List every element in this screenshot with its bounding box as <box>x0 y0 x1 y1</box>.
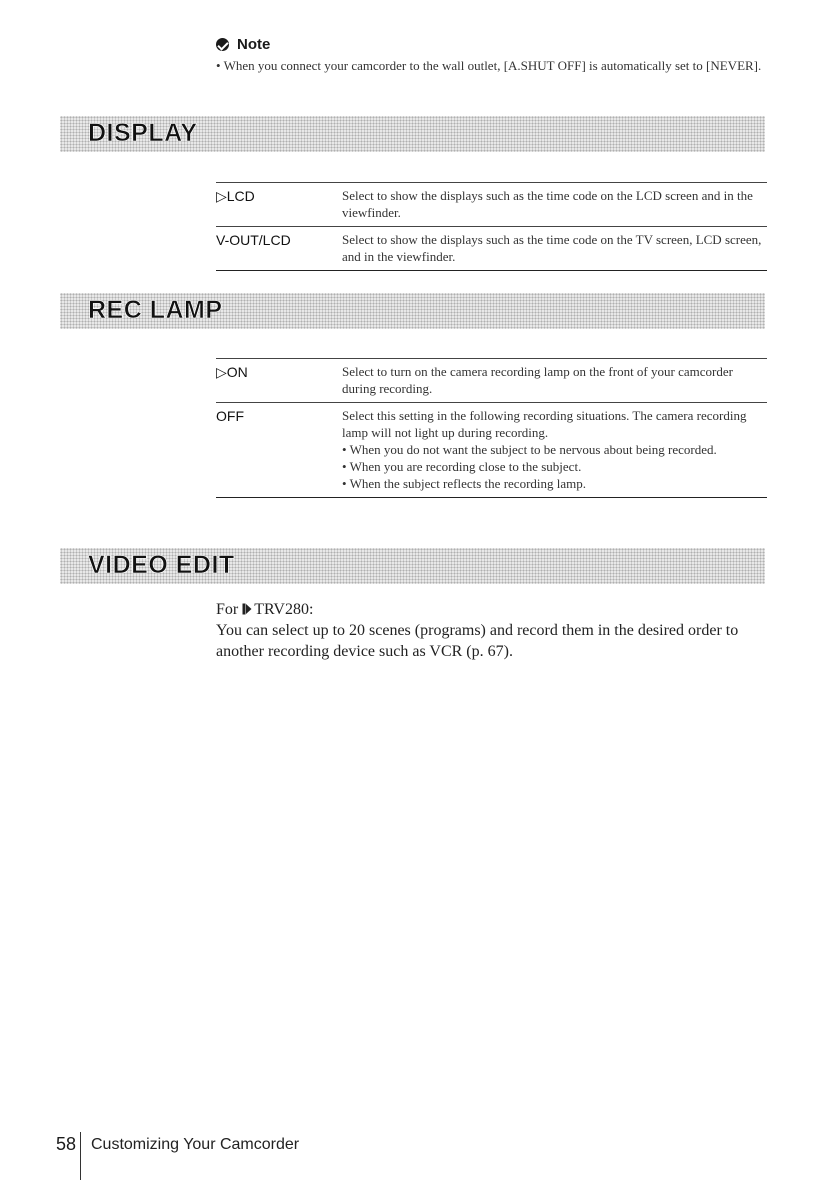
rec-lamp-section-header <box>60 293 765 329</box>
model-badge-icon <box>242 603 252 615</box>
page-number: 58 <box>56 1134 77 1154</box>
option-description: Select this setting in the following recording situations. The camera recording lamp will not light up during recording. <box>342 408 747 440</box>
note-box <box>216 36 776 74</box>
table-row <box>216 182 767 226</box>
table-row <box>216 226 767 270</box>
note-check-icon <box>216 38 229 51</box>
option-description: Select to show the displays such as the time code on the TV screen, LCD screen, and in the viewfinder. <box>342 232 762 264</box>
display-section-title: DISPLAY <box>88 119 198 147</box>
chapter-title: Customizing Your Camcorder <box>91 1136 300 1153</box>
display-options-table <box>216 182 767 271</box>
video-edit-section-title: VIDEO EDIT <box>88 551 235 579</box>
list-item: • When the subject reflects the recording lamp. <box>342 476 586 491</box>
list-item: • When you do not want the subject to be nervous about being recorded. <box>342 442 717 457</box>
display-section-header <box>60 116 765 152</box>
rec-lamp-section-title: REC LAMP <box>88 296 223 324</box>
note-text: • When you connect your camcorder to the wall outlet, [A.SHUT OFF] is automatically set to [NEVER]. <box>216 58 762 73</box>
table-row <box>216 402 767 497</box>
option-label: ▷ON <box>216 364 248 380</box>
option-description: Select to show the displays such as the time code on the LCD screen and in the viewfinder. <box>342 188 753 220</box>
table-row <box>216 358 767 402</box>
note-header <box>216 36 776 53</box>
model-name: TRV280: <box>254 601 314 618</box>
option-label: OFF <box>216 408 244 424</box>
footer-divider <box>80 1132 81 1180</box>
note-title: Note <box>237 36 271 53</box>
option-description: Select to turn on the camera recording lamp on the front of your camcorder during recording. <box>342 364 733 396</box>
for-label: For <box>216 601 243 618</box>
option-label: ▷LCD <box>216 188 255 204</box>
option-label: V-OUT/LCD <box>216 232 291 248</box>
list-item: • When you are recording close to the subject. <box>342 459 582 474</box>
video-edit-body <box>216 599 776 662</box>
option-description-block <box>342 407 767 492</box>
rec-lamp-options-table <box>216 358 767 498</box>
model-line <box>216 599 776 620</box>
video-edit-description: You can select up to 20 scenes (programs) and record them in the desired order to another recording device such as VCR (p. 67). <box>216 622 739 660</box>
page-footer <box>56 1132 299 1180</box>
video-edit-section-header <box>60 548 765 584</box>
